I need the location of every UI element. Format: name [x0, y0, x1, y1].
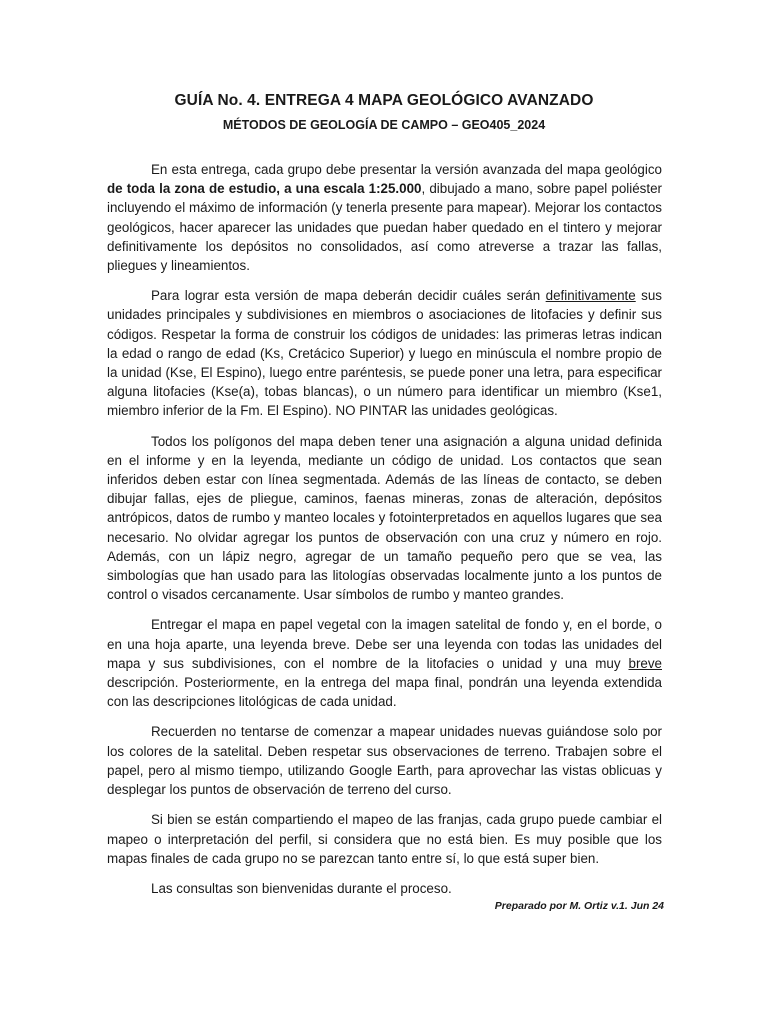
paragraph-6: Si bien se están compartiendo el mapeo de las franjas, cada grupo puede cambiar el mapeo o interpretación del perfil, si considera que no está bien. Es muy posible que los mapas finales de cada grupo no se parezcan tanto entre sí, lo que está super bien. — [107, 812, 662, 866]
document-body — [107, 160, 662, 909]
paragraph-2-text-a: Para lograr esta versión de mapa deberán decidir cuáles serán — [151, 288, 546, 304]
paragraph-1 — [107, 160, 662, 275]
paragraph-4-text-b: descripción. Posteriormente, en la entrega del mapa final, pondrán una leyenda extendida con las descripciones litológicas de cada unidad. — [107, 675, 662, 710]
paragraph-2 — [107, 286, 662, 420]
paragraph-1-bold: de toda la zona de estudio, a una escala 1:25.000 — [107, 181, 422, 197]
paragraph-4-text-a: Entregar el mapa en papel vegetal con la imagen satelital de fondo y, en el borde, o en una hoja aparte, una leyenda breve. Debe ser una leyenda con todas las unidades del mapa y sus subdivisiones, con el nombre de la litofacies o unidad y una muy — [107, 617, 662, 671]
paragraph-1-text-c: , dibujado a mano, sobre papel poliéster incluyendo el máximo de información (y tenerla presente para mapear). Mejorar los contactos geológicos, hacer aparecer las unidades que puedan haber quedado en el tintero y mejorar definitivamente los depósitos no consolidados, así como atreverse a trazar las fallas, pliegues y lineamientos. — [107, 181, 662, 274]
document-subtitle: MÉTODOS DE GEOLOGÍA DE CAMPO – GEO405_2024 — [222, 118, 546, 132]
paragraph-4-underlined: breve — [628, 655, 662, 671]
paragraph-5: Recuerden no tentarse de comenzar a mapear unidades nuevas guiándose solo por los colores de la satelital. Deben respetar sus observaciones de terreno. Trabajen sobre el papel, pero al mismo tiempo, utilizando Google Earth, para aprovechar las vistas oblicuas y desplegar los puntos de observación de terreno del curso. — [107, 724, 662, 798]
document-title: GUÍA No. 4. ENTREGA 4 MAPA GEOLÓGICO AVANZADO — [174, 92, 594, 109]
paragraph-3: Todos los polígonos del mapa deben tener una asignación a alguna unidad definida en el informe y en la leyenda, mediante un código de unidad. Los contactos que sean inferidos deben estar con línea segmentada. Además de las líneas de contacto, se deben dibujar fallas, ejes de pliegue, caminos, faenas mineras, zonas de alteración, depósitos antrópicos, datos de rumbo y manteo locales y fotointerpretados en aquellos lugares que sea necesario. No olvidar agregar los puntos de observación con una cruz y número en rojo. Además, con un lápiz negro, agregar de un tamaño pequeño pero que se vea, las simbologías que han usado para las litologías observadas localmente junto a los puntos de control o visados cercanamente. Usar símbolos de rumbo y manteo grandes. — [107, 433, 662, 603]
paragraph-7: Las consultas son bienvenidas durante el proceso. — [151, 880, 452, 896]
paragraph-2-underlined: definitivamente — [545, 288, 636, 304]
paragraph-1-text-a: En esta entrega, cada grupo debe presentar la versión avanzada del mapa geológico — [151, 162, 662, 177]
footer-credit: Preparado por M. Ortiz v.1. Jun 24 — [494, 900, 664, 912]
paragraph-4 — [107, 615, 662, 711]
paragraph-2-text-b: sus unidades principales y subdivisiones en miembros o asociaciones de litofacies y definir sus códigos. Respetar la forma de construir los códigos de unidades: las primeras letras indican la edad o rango de edad (Ks, Cretácico Superior) y luego en minúscula el nombre propio de la unidad (Kse, El Espino), luego entre paréntesis, se puede poner una letra, para especificar alguna litofacies (Kse(a), tobas blancas), o un número para identificar un miembro (Kse1, miembro inferior de la Fm. El Espino). NO PINTAR las unidades geológicas. — [107, 288, 663, 419]
